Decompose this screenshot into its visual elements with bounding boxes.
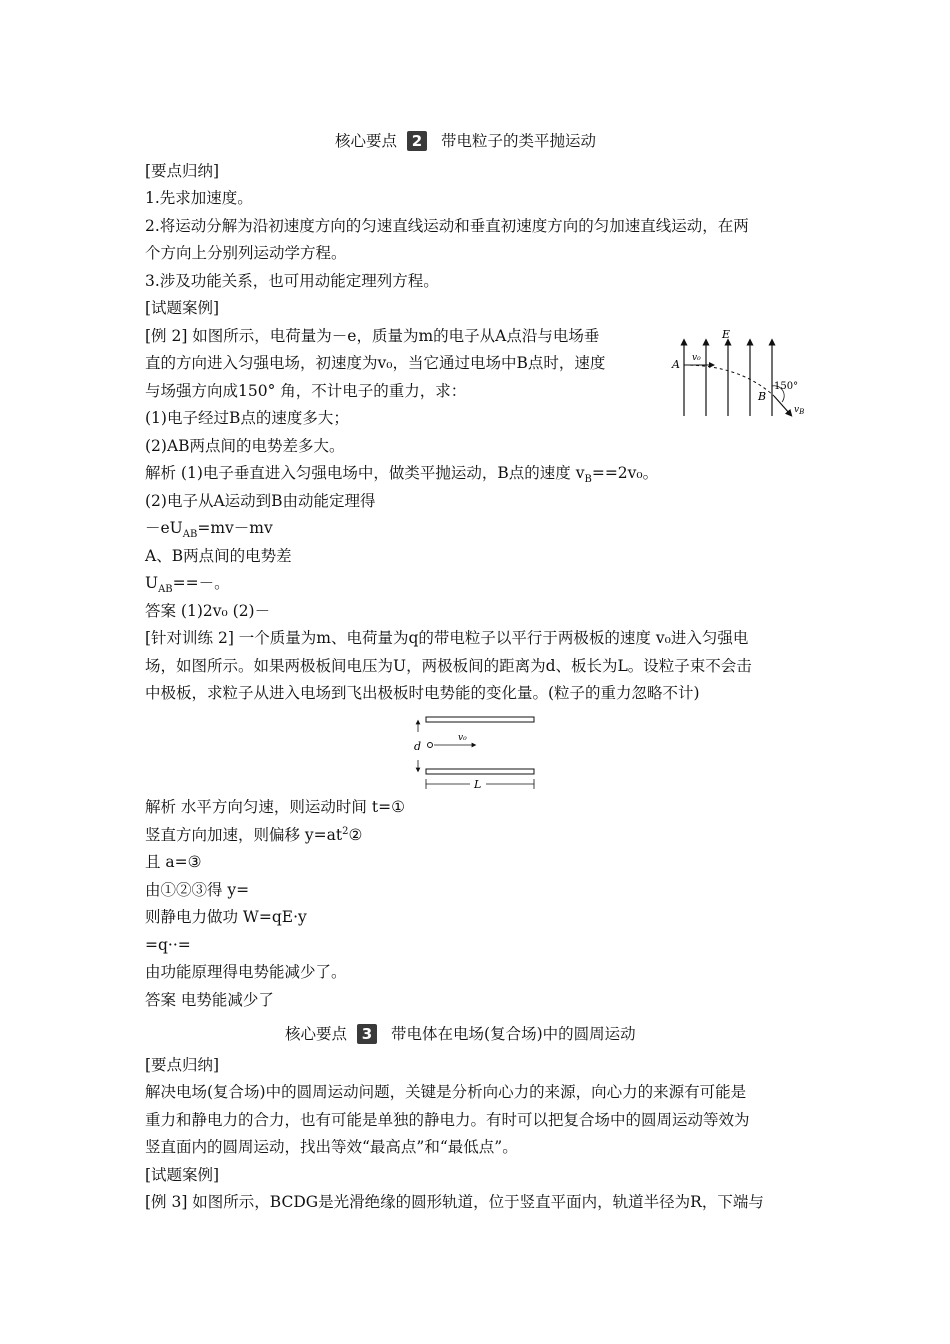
vb-label: $v_B$ bbox=[794, 405, 805, 416]
angle-label: 150° bbox=[774, 381, 799, 392]
section-3-line-2: 重力和静电力的合力，也有可能是单独的静电力。有时可以把复合场中的圆周运动等效为 bbox=[145, 1111, 750, 1129]
velocity-b-arrow bbox=[774, 396, 790, 414]
point-b-label: B bbox=[758, 390, 767, 403]
training-2-line-1: [针对训练 2] 一个质量为m、电荷量为q的带电粒子以平行于两极板的速度 v₀进入匀强电 bbox=[145, 629, 749, 647]
point-2b: 个方向上分别列运动学方程。 bbox=[145, 244, 347, 262]
solution-2-line-2: (2)电子从A运动到B由动能定理得 bbox=[145, 492, 376, 510]
answer-2: 答案 (1)2v₀ (2)－ bbox=[145, 602, 271, 620]
solution-2-line-4: A、B两点间的电势差 bbox=[145, 547, 292, 565]
example-2-question-2: (2)AB两点间的电势差多大。 bbox=[145, 437, 345, 455]
solution-t2-line-4: 由①②③得 y= bbox=[145, 881, 250, 899]
particle bbox=[428, 743, 433, 748]
solution-2-line-5: $U_{AB}==-$。 bbox=[145, 574, 230, 596]
section-3-summary-label: [要点归纳] bbox=[145, 1056, 220, 1074]
section-2-heading bbox=[335, 130, 596, 152]
solution-t2-line-2: 竖直方向加速，则偏移 $y=at^2②$ bbox=[145, 825, 363, 844]
v0-label: v₀ bbox=[692, 353, 701, 363]
solution-2-line-3: $-eU_{AB}=mv-mv$ bbox=[145, 519, 273, 541]
parallel-plates-figure bbox=[408, 712, 538, 792]
top-plate bbox=[426, 717, 534, 722]
solution-2-line-1: 解析 (1)电子垂直进入匀强电场中，做类平抛运动，B点的速度 $v_B==2v_0$。 bbox=[145, 464, 659, 486]
bottom-plate bbox=[426, 769, 534, 774]
solution-t2-line-1: 解析 水平方向匀速，则运动时间 t=① bbox=[145, 798, 405, 816]
point-1: 1.先求加速度。 bbox=[145, 189, 253, 207]
example-2-question-1: (1)电子经过B点的速度多大； bbox=[145, 409, 349, 427]
summary-label: [要点归纳] bbox=[145, 162, 220, 180]
answer-t2: 答案 电势能减少了 bbox=[145, 991, 274, 1009]
section-3-line-3: 竖直面内的圆周运动，找出等效“最高点”和“最低点”。 bbox=[145, 1138, 518, 1156]
solution-t2-line-6: =q··= bbox=[145, 936, 191, 954]
v0-label: v₀ bbox=[458, 733, 467, 743]
heading-prefix: 核心要点 bbox=[335, 132, 398, 150]
point-a-label: A bbox=[672, 358, 680, 371]
training-2-line-2: 场，如图所示。如果两极板间电压为U，两极板间的距离为d、板长为L。设粒子束不会击 bbox=[145, 657, 752, 675]
d-label: d bbox=[414, 740, 422, 753]
heading-title: 带电体在电场(复合场)中的圆周运动 bbox=[391, 1025, 636, 1043]
section-3-cases-label: [试题案例] bbox=[145, 1166, 220, 1184]
section-number-badge: 2 bbox=[407, 131, 427, 151]
field-e-label: E bbox=[722, 328, 731, 341]
point-3: 3.涉及功能关系，也可用动能定理列方程。 bbox=[145, 272, 439, 290]
heading-prefix: 核心要点 bbox=[285, 1025, 348, 1043]
example-2-line-3: 与场强方向成150° 角，不计电子的重力，求： bbox=[145, 382, 467, 400]
point-2a: 2.将运动分解为沿初速度方向的匀速直线运动和垂直初速度方向的匀加速直线运动，在两 bbox=[145, 217, 749, 235]
cases-label: [试题案例] bbox=[145, 299, 220, 317]
example-2-line-2: 直的方向进入匀强电场，初速度为v₀，当它通过电场中B点时，速度 bbox=[145, 354, 606, 372]
solution-t2-line-5: 则静电力做功 W=qE·y bbox=[145, 908, 307, 926]
electric-field-figure bbox=[670, 320, 810, 420]
section-number-badge: 3 bbox=[357, 1024, 377, 1044]
solution-t2-line-3: 且 a=③ bbox=[145, 853, 202, 871]
solution-t2-line-7: 由功能原理得电势能减少了。 bbox=[145, 963, 347, 981]
l-label: L bbox=[474, 778, 482, 791]
heading-title: 带电粒子的类平抛运动 bbox=[441, 132, 597, 150]
section-3-heading bbox=[285, 1023, 636, 1045]
training-2-line-3: 中极板，求粒子从进入电场到飞出极板时电势能的变化量。(粒子的重力忽略不计) bbox=[145, 684, 700, 702]
section-3-line-1: 解决电场(复合场)中的圆周运动问题，关键是分析向心力的来源，向心力的来源有可能是 bbox=[145, 1083, 747, 1101]
example-2-line-1: [例 2] 如图所示，电荷量为－e，质量为m的电子从A点沿与电场垂 bbox=[145, 327, 600, 345]
example-3-line-1: [例 3] 如图所示，BCDG是光滑绝缘的圆形轨道，位于竖直平面内，轨道半径为R，下端与 bbox=[145, 1193, 764, 1211]
